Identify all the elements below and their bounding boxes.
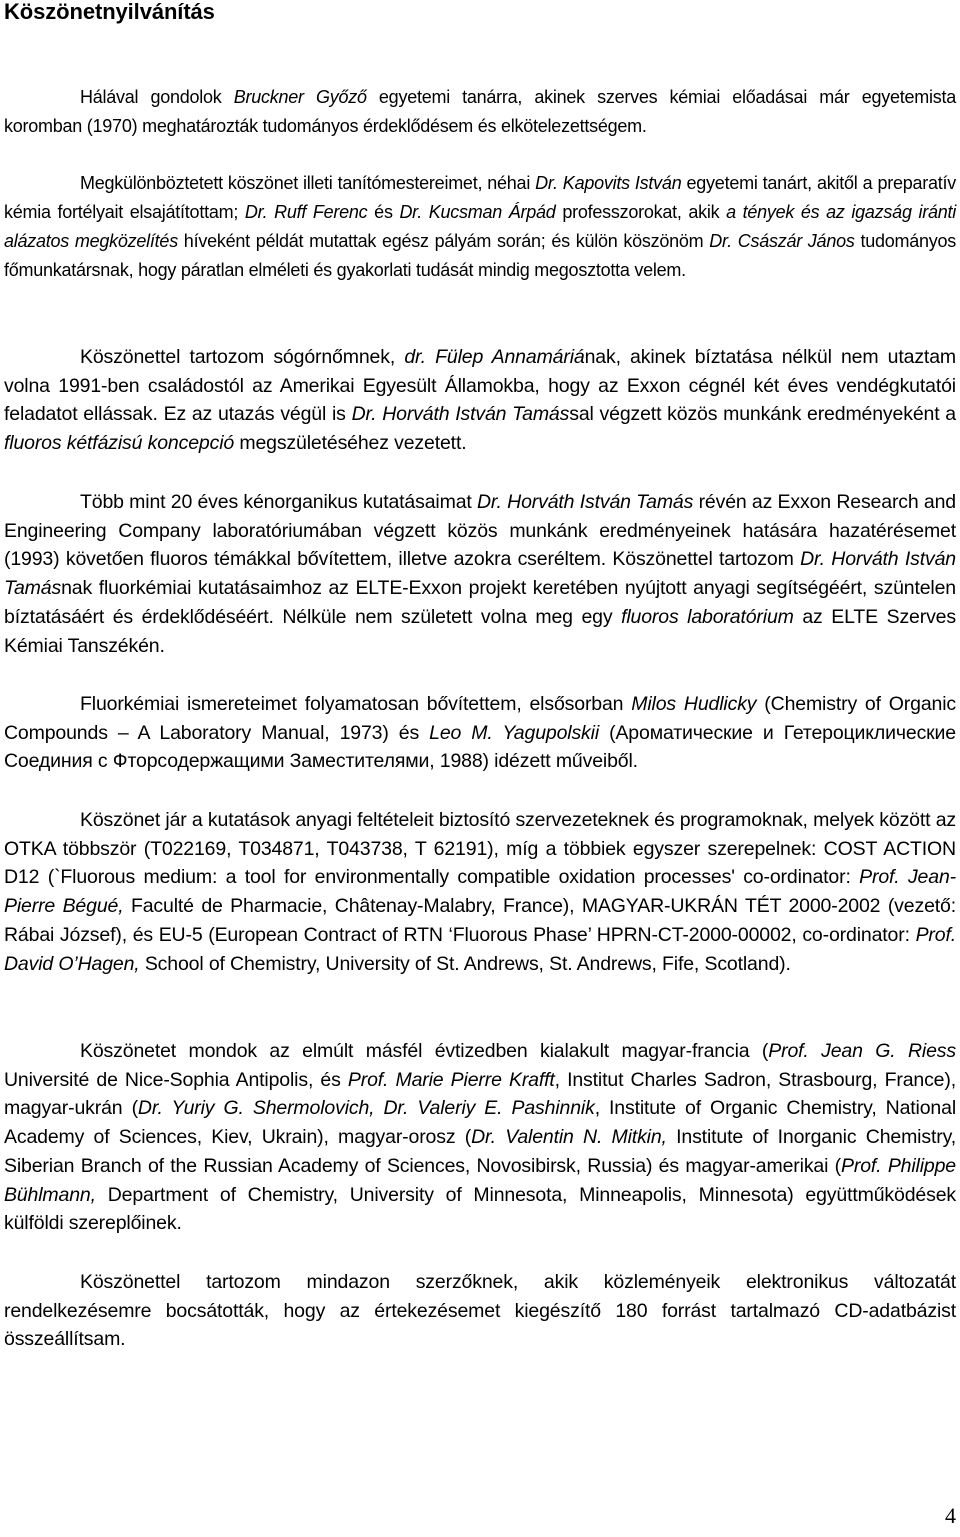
- paragraph-7-segment: Prof. Marie Pierre Krafft: [347, 1068, 555, 1091]
- paragraph-7-segment: Prof. Philippe Bühlmann,: [4, 1154, 956, 1206]
- paragraph-7-segment: Prof. Jean G. Riess: [768, 1040, 956, 1062]
- paragraph-5: [4, 690, 956, 776]
- paragraph-2-segment: Megkülönböztetett köszönet illeti tanítómestereimet, néhai: [80, 173, 536, 193]
- paragraph-5-segment: (Ароматические и Гетероциклические Соединия с Фторсодержащими Заместителями, 1988) idézett műveiből.: [4, 721, 956, 773]
- paragraph-2-segment: a tények és az igazság iránti alázatos megközelítés: [4, 202, 956, 251]
- paragraph-6-segment: Prof. Jean-Pierre Bégué,: [4, 866, 956, 918]
- paragraph-4-segment: Dr. Horváth István Tamás: [477, 491, 694, 513]
- paragraph-4-segment: Dr. Horváth István Tamás: [4, 548, 956, 600]
- paragraph-7-segment: Dr. Yuriy G. Shermolovich, Dr. Valeriy E. Pashinnik: [137, 1097, 595, 1120]
- paragraph-3-segment: nak, akinek bíztatása nélkül nem utaztam volna 1991-ben családostól az Amerikai Egyesült Államokba, hogy az Exxon cégnél két éves vendégkutatói feladatot ellássak. Ez az utazás végül is: [4, 346, 956, 426]
- paragraph-3-segment: megszületéséhez vezetett.: [234, 432, 467, 455]
- paragraph-2-segment: híveként példát mutattak egész pályám során; és külön köszönöm: [177, 231, 710, 251]
- paragraph-3-segment: dr. Fülep Annamáriá: [404, 346, 585, 368]
- paragraph-1-segment: Hálával gondolok: [80, 87, 234, 107]
- paragraph-3: [4, 343, 956, 458]
- paragraph-7-segment: Institute of Inorganic Chemistry, Siberian Branch of the Russian Academy of Sciences, Novosibirsk, Russia) és magyar-amerikai (: [4, 1126, 956, 1177]
- page-title: Köszönetnyilvánítás: [4, 0, 215, 24]
- paragraph-2-segment: Dr. Kucsman Árpád: [399, 202, 556, 222]
- paragraph-5-segment: Milos Hudlicky: [631, 693, 757, 715]
- page-number: 4: [945, 1503, 956, 1528]
- paragraph-3-segment: sal végzett közös munkánk eredményeként a: [569, 403, 956, 426]
- paragraph-7-segment: Université de Nice-Sophia Antipolis, és: [4, 1068, 348, 1091]
- paragraph-4: [4, 488, 956, 660]
- paragraph-3-segment: Köszönettel tartozom sógórnőmnek,: [80, 346, 405, 368]
- paragraph-2-segment: Dr. Ruff Ferenc: [244, 202, 368, 222]
- paragraph-4-segment: az ELTE Szerves Kémiai Tanszékén.: [4, 605, 956, 657]
- paragraph-4-segment: révén az Exxon Research and Engineering Company laboratóriumában végzett közös munkánk eredményeinek hatására hazatérésemet (1993) követően fluoros témákkal bővítettem, illetve azokra cseréltem. Köszönettel tartozom: [4, 491, 956, 571]
- paragraph-7-segment: , Institut Charles Sadron, Strasbourg, France), magyar-ukrán (: [4, 1068, 956, 1120]
- paragraph-2-segment: professzorokat, akik: [555, 202, 727, 222]
- paragraph-3-segment: fluoros kétfázisú koncepció: [4, 432, 235, 455]
- paragraph-8: [4, 1268, 956, 1354]
- paragraph-7: [4, 1037, 956, 1238]
- paragraph-5-segment: Fluorkémiai ismereteimet folyamatosan bővítettem, elsősorban: [80, 693, 632, 715]
- paragraph-2-segment: tudományos főmunkatársnak, hogy páratlan elméleti és gyakorlati tudását mindig megosztotta velem.: [4, 231, 957, 280]
- paragraph-1-segment: egyetemi tanárra, akinek szerves kémiai előadásai már egyetemista koromban (1970) meghatározták tudományos érdeklődésem és elkötelezettségem.: [4, 87, 956, 136]
- paragraph-2-segment: egyetemi tanárt, akitől a preparatív kémia fortélyait elsajátítottam;: [4, 173, 956, 222]
- paragraph-2-segment: és: [367, 202, 400, 222]
- paragraph-7-segment: Dr. Valentin N. Mitkin,: [471, 1126, 667, 1149]
- paragraph-5-segment: (Chemistry of Organic Compounds – A Laboratory Manual, 1973) és: [4, 693, 957, 744]
- paragraph-7-segment: , Institute of Organic Chemistry, National Academy of Sciences, Kiev, Ukrain), magyar-orosz (: [4, 1097, 957, 1149]
- paragraph-7-segment: Köszönetet mondok az elmúlt másfél évtizedben kialakult magyar-francia (: [80, 1040, 769, 1062]
- paragraph-4-segment: Több mint 20 éves kénorganikus kutatásaimat: [80, 491, 477, 513]
- paragraph-4-segment: fluoros laboratórium: [621, 605, 794, 628]
- paragraph-6-segment: Prof. David O’Hagen,: [4, 923, 956, 975]
- paragraph-7-segment: Department of Chemistry, University of Minnesota, Minneapolis, Minnesota) együttműködések külföldi szereplőinek.: [4, 1183, 956, 1235]
- paragraph-4-segment: nak fluorkémiai kutatásaimhoz az ELTE-Exxon projekt keretében nyújtott anyagi segítségéért, szüntelen bíztatásáért és érdeklődéséért. Nélküle nem született volna meg egy: [4, 577, 956, 628]
- paragraph-2: [4, 169, 956, 285]
- paragraph-6: [4, 806, 956, 978]
- paragraph-5-segment: Leo M. Yagupolskii: [429, 721, 600, 744]
- paragraph-1: [4, 83, 956, 141]
- paragraph-6-segment: Faculté de Pharmacie, Châtenay-Malabry, France), MAGYAR-UKRÁN TÉT 2000-2002 (vezető: Rábai József), és EU-5 (European Contract of RTN ‘Fluorous Phase’ HPRN-CT-2000-00002, co-ordinator:: [4, 895, 956, 946]
- paragraph-2-segment: Dr. Kapovits István: [535, 173, 682, 193]
- paragraph-3-segment: Dr. Horváth István Tamás: [351, 403, 570, 426]
- paragraph-2-segment: Dr. Császár János: [709, 231, 855, 251]
- paragraph-6-segment: School of Chemistry, University of St. Andrews, St. Andrews, Fife, Scotland).: [139, 952, 791, 975]
- paragraph-1-segment: Bruckner Győző: [233, 87, 367, 107]
- paragraph-6-segment: Köszönet jár a kutatások anyagi feltételeit biztosító szervezeteknek és programoknak, melyek között az OTKA többször (T022169, T034871, T043738, T 62191), míg a többiek egyszer szerepelnek: COST ACTION D12 (`Fluorous medium: a tool for environmentally compatible oxidation processes' co-ordinator:: [4, 809, 956, 889]
- paragraph-8-segment: Köszönettel tartozom mindazon szerzőknek, akik közleményeik elektronikus változatát rendelkezésemre bocsátották, hogy az értekezésemet kiegészítő 180 forrást tartalmazó CD-adatbázist összeállítsam.: [4, 1271, 956, 1351]
